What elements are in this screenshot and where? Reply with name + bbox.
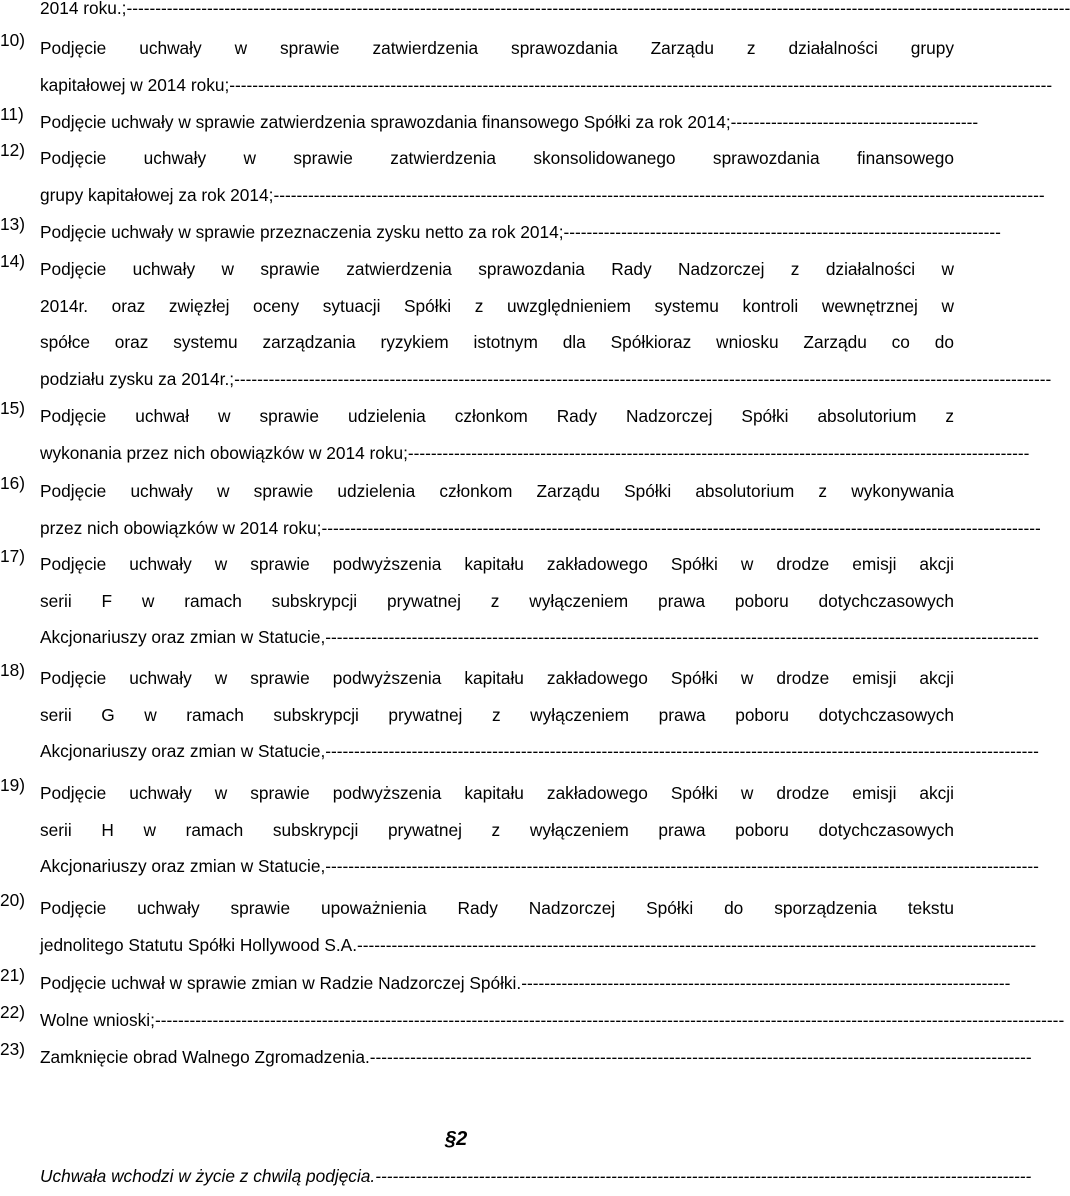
- final-line: [40, 1166, 1032, 1187]
- agenda-line-text: Akcjonariuszy oraz zmian w Statucie,: [40, 741, 326, 761]
- agenda-item-text: [40, 214, 1001, 251]
- agenda-item-number: 13): [0, 214, 25, 234]
- dash-filler: ----------------------------------------------------------------------------------------------------------------------------: [325, 856, 1039, 876]
- agenda-item-line: [40, 546, 954, 583]
- agenda-item-line: [40, 965, 1011, 1002]
- agenda-item-line: [40, 697, 954, 734]
- agenda-line-text: grupy kapitałowej za rok 2014;: [40, 184, 274, 205]
- section-mark: §2: [445, 1128, 468, 1150]
- agenda-item-number: 14): [0, 251, 25, 271]
- agenda-line-text: serii G w ramach subskrypcji prywatnej z wyłączeniem prawa poboru dotychczasowych: [40, 704, 954, 725]
- agenda-item-number: 12): [0, 140, 25, 160]
- agenda-item-line: [40, 104, 979, 141]
- dash-filler: ------------------------------------------------------------------------------------------------------------: [407, 442, 1030, 463]
- agenda-item-line: [40, 251, 954, 288]
- agenda-item-text: [40, 140, 1045, 213]
- agenda-line-text: Podjęcie uchwały w sprawie podwyższenia kapitału zakładowego Spółki w drodze emisji akcji: [40, 554, 954, 574]
- agenda-item-text: [40, 251, 1052, 397]
- agenda-item-number: 11): [0, 104, 24, 124]
- agenda-item-line: [40, 775, 954, 812]
- agenda-item-line: [40, 30, 954, 67]
- agenda-item-line: [40, 140, 954, 177]
- agenda-item-number: 16): [0, 473, 25, 493]
- agenda-item-text: [40, 965, 1011, 1002]
- agenda-item-number: 18): [0, 660, 25, 680]
- agenda-line-text: spółce oraz systemu zarządzania ryzykiem istotnym dla Spółkioraz wniosku Zarządu co do: [40, 332, 954, 352]
- agenda-line-text: Podjęcie uchwały sprawie upoważnienia Rady Nadzorczej Spółki do sporządzenia tekstu: [40, 898, 954, 918]
- dash-filler: ----------------------------------------------------------------------------------------------------------------------: [357, 934, 1037, 955]
- dash-filler: ----------------------------------------------------------------------------: [563, 222, 1001, 242]
- agenda-line-text: kapitałowej w 2014 roku;: [40, 74, 230, 95]
- dash-filler: --------------------------------------------------------------------------------------------------------------------------------------: [273, 184, 1045, 205]
- agenda-item-number: 23): [0, 1039, 25, 1059]
- final-line-text: Uchwała wchodzi w życie z chwilą podjęcia.: [40, 1166, 376, 1186]
- agenda-line-text: jednolitego Statutu Spółki Hollywood S.A.: [40, 934, 358, 955]
- dash-filler: -----------------------------------------------------------------------------------------------------------------------------------------------: [229, 74, 1053, 95]
- agenda-item-line: [40, 890, 954, 927]
- dash-filler: --------------------------------------------------------------------------------------------------------------------------------------------------------------------: [126, 0, 1070, 18]
- agenda-item-text: [40, 890, 1037, 963]
- agenda-item-line: [40, 510, 1041, 547]
- agenda-line-text: 2014r. oraz zwięzłej oceny sytuacji Spółki z uwzględnieniem systemu kontroli wewnętrznej w: [40, 295, 954, 316]
- agenda-item-number: 17): [0, 546, 25, 566]
- agenda-line-text: Podjęcie uchwały w sprawie zatwierdzenia sprawozdania Rady Nadzorczej z działalności w: [40, 259, 954, 279]
- agenda-item-number: 19): [0, 775, 25, 795]
- agenda-item-line: [40, 619, 1039, 656]
- agenda-item-line: [40, 583, 954, 620]
- agenda-line-text: wykonania przez nich obowiązków w 2014 roku;: [40, 442, 408, 463]
- agenda-item-text: [40, 1002, 1065, 1039]
- agenda-item-line: [40, 288, 954, 325]
- agenda-line-text: Podjęcie uchwały w sprawie udzielenia członkom Zarządu Spółki absolutorium z wykonywania: [40, 481, 954, 501]
- dash-filler: ----------------------------------------------------------------------------------------------------------------------------------------------: [234, 368, 1052, 389]
- agenda-line-text: Podjęcie uchwał w sprawie zmian w Radzie Nadzorczej Spółki.: [40, 973, 522, 993]
- dash-filler: ----------------------------------------------------------------------------------------------------------------------------: [325, 627, 1039, 647]
- agenda-line-text: Akcjonariuszy oraz zmian w Statucie,: [40, 627, 326, 647]
- dash-filler: -------------------------------------------------------------------------------------: [521, 973, 1011, 993]
- agenda-item-text: [40, 104, 979, 141]
- agenda-line-text: Wolne wnioski;: [40, 1010, 155, 1030]
- agenda-item-line: [40, 214, 1001, 251]
- agenda-item-text: [40, 30, 1053, 103]
- agenda-item-text: [40, 398, 1030, 471]
- agenda-line-text: Podjęcie uchwały w sprawie zatwierdzenia skonsolidowanego sprawozdania finansowego: [40, 148, 954, 168]
- agenda-item-number: 22): [0, 1002, 25, 1022]
- agenda-line-text: Podjęcie uchwał w sprawie udzielenia członkom Rady Nadzorczej Spółki absolutorium z: [40, 406, 954, 426]
- dash-filler: -------------------------------------------------------------------------------------------------------------------: [369, 1047, 1032, 1067]
- agenda-item-line: [40, 733, 1039, 770]
- agenda-item-line: [40, 812, 954, 849]
- agenda-item-line: [40, 1002, 1065, 1039]
- agenda-item-line: [40, 1039, 1032, 1076]
- agenda-line-text: Podjęcie uchwały w sprawie zatwierdzenia sprawozdania Zarządu z działalności grupy: [40, 38, 954, 58]
- agenda-line-text: serii F w ramach subskrypcji prywatnej z wyłączeniem prawa poboru dotychczasowych: [40, 590, 954, 611]
- agenda-line-text: Podjęcie uchwały w sprawie podwyższenia kapitału zakładowego Spółki w drodze emisji akcji: [40, 668, 954, 688]
- agenda-line-text: Podjęcie uchwały w sprawie przeznaczenia zysku netto za rok 2014;: [40, 222, 564, 242]
- dash-filler: --------------------------------------------------------------------------------------------------------------------------------------------------------------: [154, 1010, 1065, 1030]
- agenda-item-number: 21): [0, 965, 25, 985]
- agenda-line-text: Zamknięcie obrad Walnego Zgromadzenia.: [40, 1047, 370, 1067]
- agenda-line-text: Podjęcie uchwały w sprawie podwyższenia kapitału zakładowego Spółki w drodze emisji akcji: [40, 783, 954, 803]
- agenda-item-line: [40, 398, 954, 435]
- dash-filler: ------------------------------------------------------------------------------------------------------------------: [375, 1166, 1032, 1186]
- agenda-item-line: [40, 927, 1037, 964]
- agenda-item-text: [40, 660, 1039, 770]
- agenda-item-number: 15): [0, 398, 25, 418]
- agenda-item-text: [40, 546, 1039, 656]
- agenda-item-line: [40, 435, 1030, 472]
- agenda-line-text: Akcjonariuszy oraz zmian w Statucie,: [40, 856, 326, 876]
- agenda-item-line: [40, 361, 1052, 398]
- dash-filler: ----------------------------------------------------------------------------------------------------------------------------: [325, 741, 1039, 761]
- agenda-item-text: [40, 473, 1041, 546]
- agenda-item-line: [40, 177, 1045, 214]
- agenda-item-line: [40, 660, 954, 697]
- agenda-item-text: [40, 775, 1039, 885]
- agenda-line-text: Podjęcie uchwały w sprawie zatwierdzenia sprawozdania finansowego Spółki za rok 2014;: [40, 112, 731, 132]
- agenda-line-text: przez nich obowiązków w 2014 roku;: [40, 517, 322, 538]
- top-line-text: 2014 roku.;: [40, 0, 127, 18]
- dash-filler: -----------------------------------------------------------------------------------------------------------------------------: [321, 517, 1041, 538]
- top-line: [40, 0, 1070, 19]
- agenda-item-line: [40, 67, 1053, 104]
- agenda-item-number: 10): [0, 30, 25, 50]
- agenda-item-line: [40, 473, 954, 510]
- agenda-item-line: [40, 848, 1039, 885]
- agenda-line-text: podziału zysku za 2014r.;: [40, 368, 235, 389]
- agenda-item-text: [40, 1039, 1032, 1076]
- agenda-line-text: serii H w ramach subskrypcji prywatnej z wyłączeniem prawa poboru dotychczasowych: [40, 819, 954, 840]
- agenda-item-number: 20): [0, 890, 25, 910]
- agenda-item-line: [40, 324, 954, 361]
- dash-filler: -------------------------------------------: [730, 112, 979, 132]
